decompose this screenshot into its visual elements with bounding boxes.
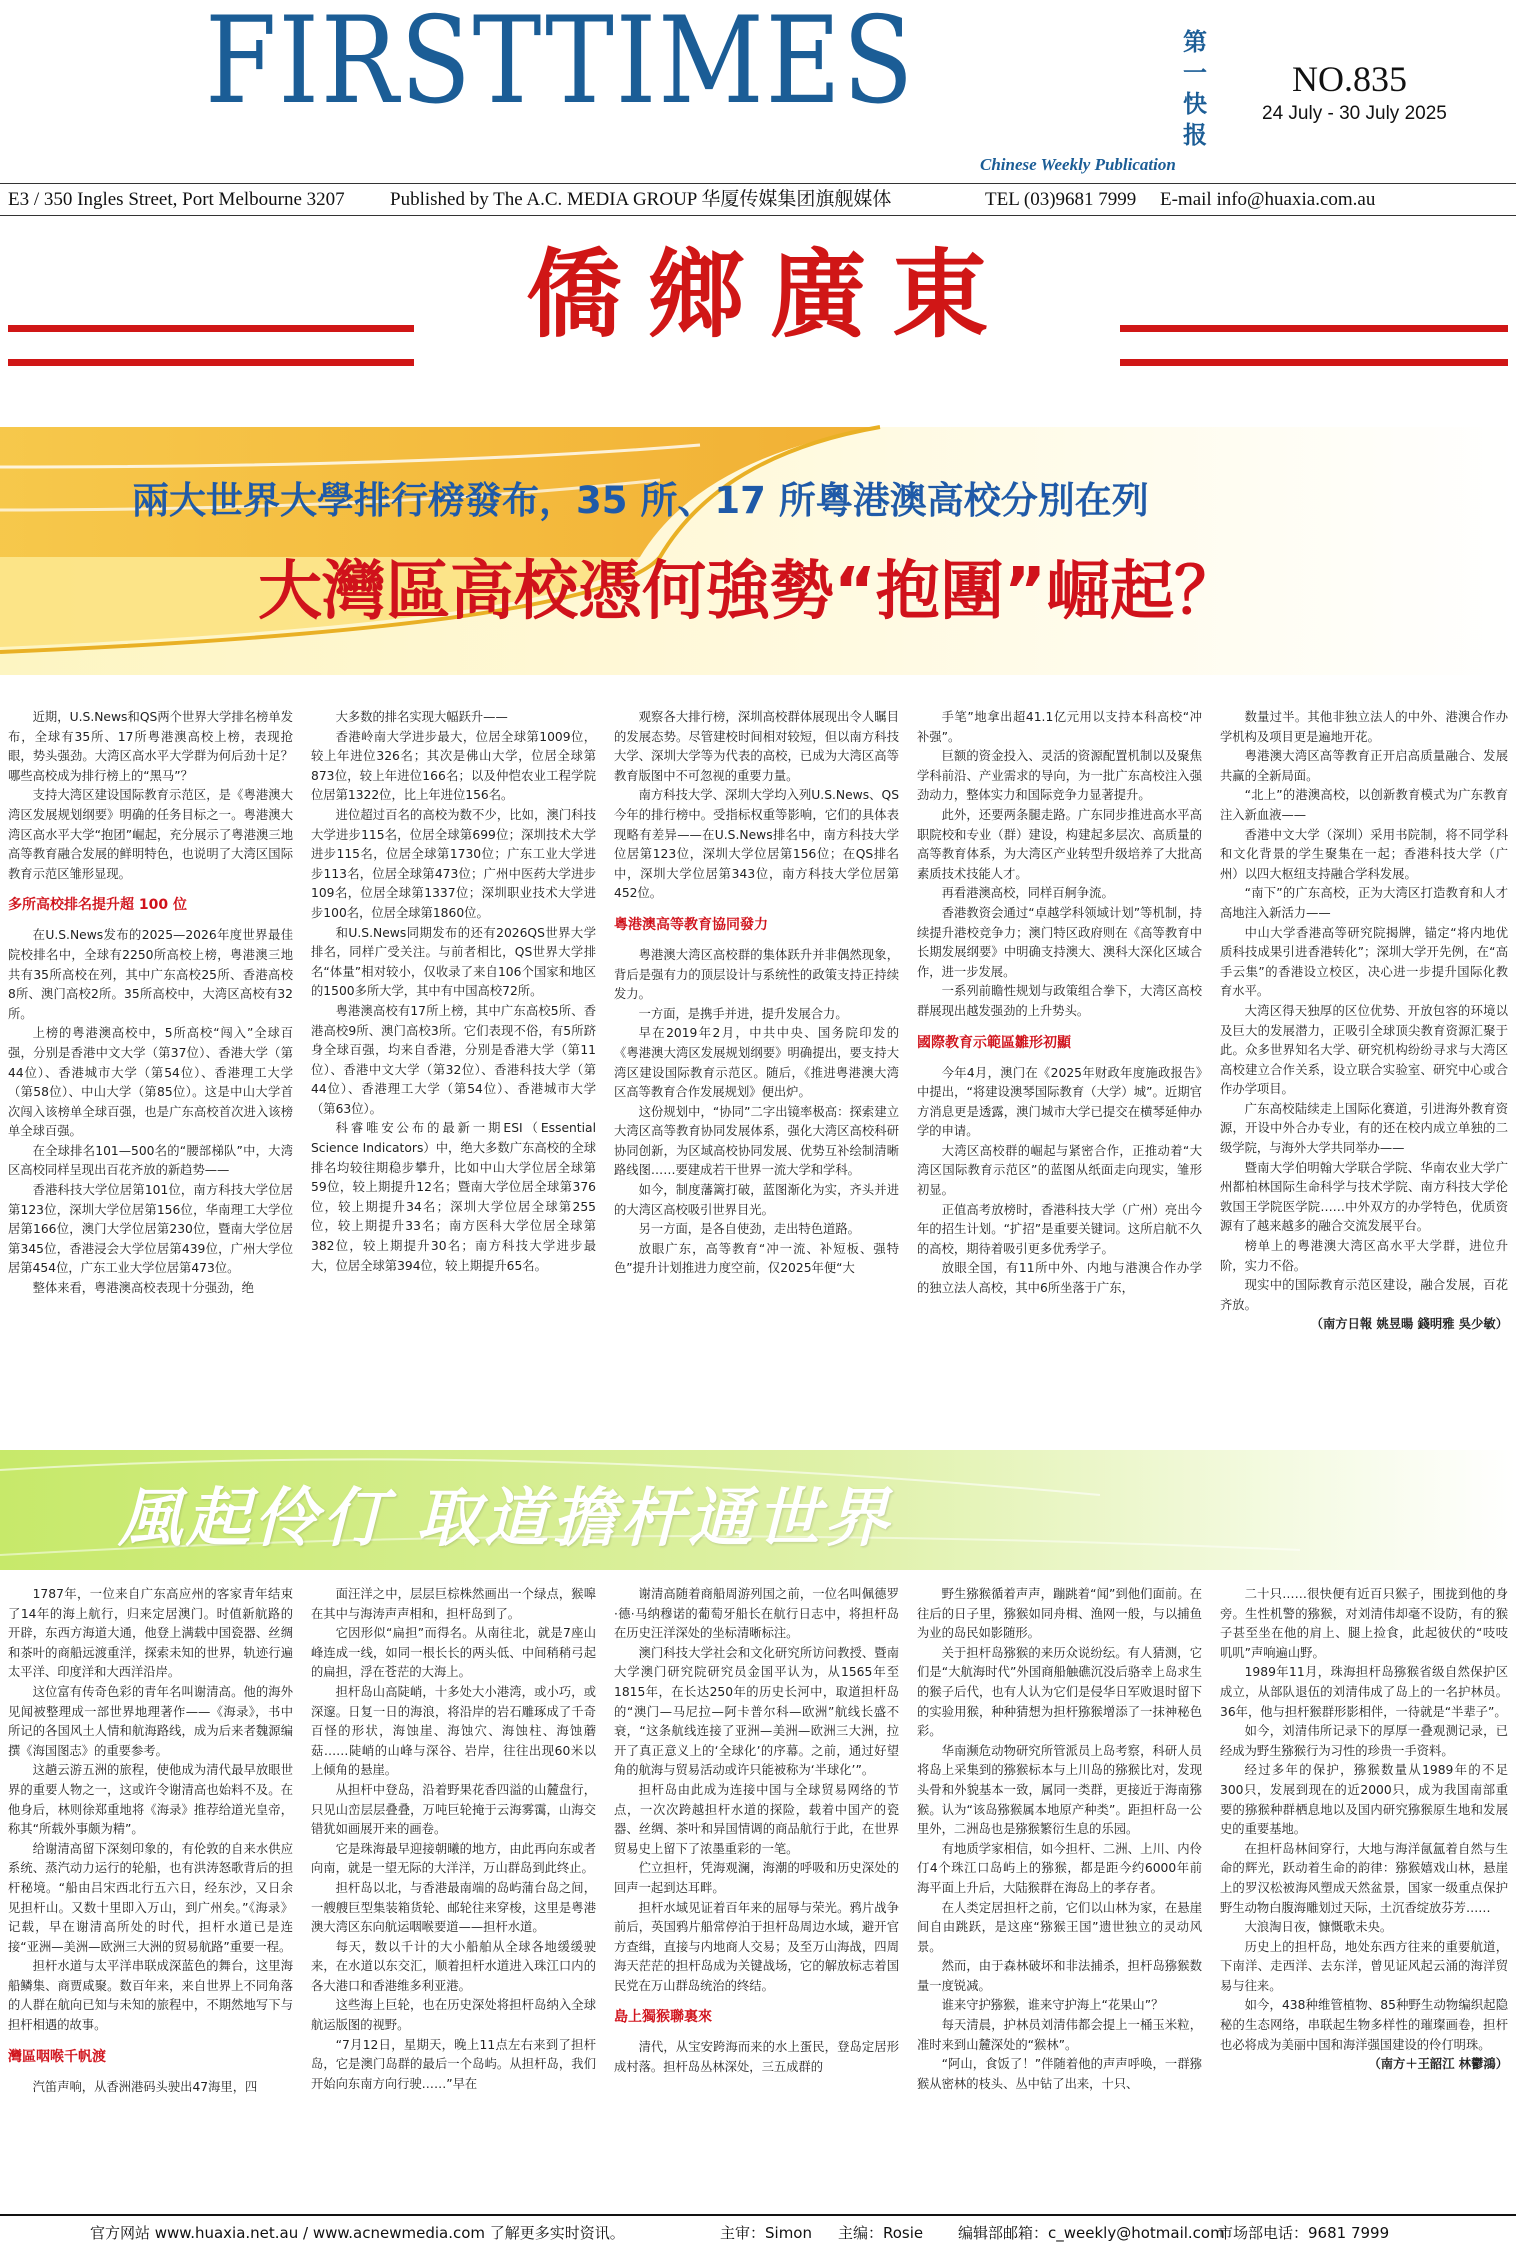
issue-number: NO.835 — [1292, 59, 1407, 99]
masthead — [0, 0, 1516, 180]
paragraph: 汽笛声响，从香洲港码头驶出47海里，四 — [32, 2079, 258, 2094]
paragraph: “阿山，食饭了！”伴随着他的声声呼唤，一群猕猴从密林的枝头、丛中钻了出来，十只、 — [917, 2057, 1202, 2091]
paragraph: 在担杆岛林间穿行，大地与海洋氤氲着自然与生命的辉光，跃动着生命的韵律：猕猴嬉戏山林，悬崖上的罗汉松被海风塑成天然盆景，国家一级重点保护野生动物白腹海雕划过天际，土沉香绽放芬芳…… — [1220, 1841, 1508, 1915]
rule-right-top — [1120, 325, 1508, 332]
paragraph: “北上”的港澳高校，以创新教育模式为广东教育注入新血液—— — [1220, 788, 1508, 822]
section-title: 僑鄉廣東 — [526, 239, 1014, 351]
paragraph: 科睿唯安公布的最新一期ESI（Essential Science Indicators）中，绝大多数广东高校的全球排名均较往期稳步攀升，比如中山大学位居全球第59位，较上期提升12名；暨南大学位居全球第376位，较上期提升34名；深圳大学位居全球第255位，较上期提升33名；南方医科大学位居全球第382位，较上期提升30名；南方科技大学进步最大，位居全球第394位，较上期提升65名。 — [311, 1121, 596, 1273]
paragraph: 粤港澳大湾区高校群的集体跃升并非偶然现象，背后是强有力的顶层设计与系统性的政策支持正持续发力。 — [614, 947, 899, 1002]
paragraph: 早在2019年2月，中共中央、国务院印发的《粤港澳大湾区发展规划纲要》明确提出，要支持大湾区建设国际教育示范区。随后，《推进粤港澳大湾区高等教育合作发展规划》便出炉。 — [614, 1026, 899, 1100]
paragraph: 香港科技大学位居第101位，南方科技大学位居第123位，深圳大学位居第156位，华南理工大学位居第166位，澳门大学位居第230位，暨南大学位居第345位，香港浸会大学位居第439位，广州大学位居第454位，广东工业大学位居第473位。 — [8, 1183, 293, 1276]
paragraph: 然而，由于森林破坏和非法捕杀，担杆岛猕猴数量一度锐减。 — [917, 1959, 1202, 1993]
article1-column-5 — [1220, 708, 1508, 1443]
section-subheading: 國際教育示範區雛形初顯 — [917, 1034, 1071, 1051]
masthead-title: FIRSTTIMES — [205, 0, 916, 131]
paragraph: 榜单上的粤港澳大湾区高水平大学群，进位升阶，实力不俗。 — [1220, 1239, 1508, 1273]
paragraph: “7月12日，星期天，晚上11点左右来到了担杆岛，它是澳门岛群的最后一个岛屿。从担杆岛，我们开始向东南方向行驶……”早在 — [311, 2037, 596, 2091]
paragraph: 大湾区得天独厚的区位优势、开放包容的环境以及巨大的发展潜力，正吸引全球顶尖教育资源汇聚于此。众多世界知名大学、研究机构纷纷寻求与大湾区高校建立合作关系，设立联合实验室、研究中心或合作办学项目。 — [1220, 1003, 1508, 1097]
article1-subheadline: 兩大世界大學排行榜發布，35 所、17 所粵港澳高校分別在列 — [132, 479, 1149, 522]
paragraph: 中山大学香港高等研究院揭牌，锚定“将内地优质科技成果引进香港转化”；深圳大学开先例，在“高手云集”的香港设立校区，决心进一步提升国际化教育水平。 — [1220, 925, 1508, 999]
paragraph: 暨南大学伯明翰大学联合学院、华南农业大学广州都柏林国际生命科学与技术学院、南方科技大学伦敦国王学院医学院……中外双方的办学特色，优质资源有了越来越多的融合交流发展平台。 — [1220, 1160, 1508, 1234]
address: E3 / 350 Ingles Street, Port Melbourne 3207 — [8, 189, 345, 210]
footer-website[interactable]: 官方网站 www.huaxia.net.au / www.acnewmedia.com 了解更多实时资讯。 — [90, 2224, 625, 2242]
paragraph: 南方科技大学、深圳大学均入列U.S.News、QS今年的排行榜中。受指标权重等影响，它们的具体表现略有差异——在U.S.News排名中，南方科技大学位居第123位，深圳大学位居第156位；在QS排名中，深圳大学位居第343位，南方科技大学位居第452位。 — [614, 788, 899, 901]
paragraph: 粤港澳大湾区高等教育正开启高质量融合、发展共赢的全新局面。 — [1220, 749, 1508, 783]
paragraph: 近期，U.S.News和QS两个世界大学排名榜单发布，全球有35所、17所粤港澳高校上榜，表现抢眼，势头强劲。大湾区高水平大学群为何后劲十足？哪些高校成为排行榜上的“黑马”？ — [8, 710, 293, 783]
article2-column-3 — [614, 1585, 899, 2210]
paragraph: 一方面，是携手并进，提升发展合力。 — [638, 1006, 848, 1021]
article2-column-4 — [917, 1585, 1202, 2210]
publisher-info-bar — [0, 183, 1516, 216]
article2-headline: 風起伶仃 取道擔杆通世界 — [118, 1482, 893, 1556]
paragraph: 担杆水域见证着百年来的屈辱与荣光。鸦片战争前后，英国鸦片船常停泊于担杆岛周边水域，避开官方查缉，直接与内地商人交易；及至万山海战，四周海天茫茫的担杆岛成为关键战场，它的解放标志着国民党在万山群岛统治的终结。 — [614, 1900, 899, 1993]
email[interactable]: E-mail info@huaxia.com.au — [1160, 189, 1376, 210]
paragraph: 二十只……很快便有近百只猴子，围拢到他的身旁。生性机警的猕猴，对刘清伟却毫不设防，有的猴子甚至坐在他的肩上、腿上捡食，此起彼伏的“吱吱叽叽”声响遍山野。 — [1220, 1587, 1508, 1660]
section-subheading: 多所高校排名提升超 100 位 — [8, 897, 187, 914]
paragraph: 香港中文大学（深圳）采用书院制，将不同学科和文化背景的学生聚集在一起；香港科技大学（广州）以四大枢纽支持融合学科发展。 — [1220, 827, 1508, 881]
masthead-side-logo: 第一快报 — [1183, 27, 1207, 149]
section-subheading: 灣區咽喉千帆渡 — [8, 2048, 106, 2065]
paragraph: 给谢清高留下深刻印象的，有伦敦的自来水供应系统、蒸汽动力运行的轮船，也有洪涛怒歌背后的担杆秘境。“船由吕宋西北行五六日，经东沙，又日余见担杆山。又数十里即入万山，到广州矣。”《海录》记载，早在谢清高所处的时代，担杆水道已是连接“亚洲—美洲—欧洲三大洲的贸易航路”重要一程。 — [8, 1841, 293, 1954]
paragraph: 上榜的粤港澳高校中，5所高校“闯入”全球百强，分别是香港中文大学（第37位）、香港大学（第44位）、香港城市大学（第54位）、香港理工大学（第58位）、中山大学（第85位）。这是中山大学首次闯入该榜单全球百强，也是广东高校首次进入该榜单全球百强。 — [8, 1026, 293, 1139]
paragraph: 手笔”地拿出超41.1亿元用以支持本科高校“冲补强”。 — [917, 710, 1202, 744]
paragraph: 每天，数以千计的大小船舶从全球各地缓缓驶来，在水道以东交汇，顺着担杆水道进入珠江口内的各大港口和香港维多利亚港。 — [311, 1939, 596, 1993]
paragraph: 澳门科技大学社会和文化研究所访问教授、暨南大学澳门研究院研究员金国平认为，从1565年至1815年，在长达250年的历史长河中，取道担杆岛的“澳门—马尼拉—阿卡普尔科—欧洲”航线长盛不衰，“这条航线连接了亚洲—美洲—欧洲三大洲，拉开了真正意义上的‘全球化’的序幕。之前，通过好望角的航海与贸易活动或许只能被称为‘半球化’”。 — [614, 1645, 899, 1778]
paragraph: 担杆岛山高陡峭，十多处大小港湾，或小巧，或深邃。日复一日的海浪，将沿岸的岩石雕琢成了千奇百怪的形状，海蚀崖、海蚀穴、海蚀柱、海蚀蘑菇……陡峭的山峰与深谷、岩岸，往往出现60米以上倾角的悬崖。 — [311, 1684, 596, 1778]
section-subheading: 粵港澳高等教育協同發力 — [614, 916, 768, 933]
paragraph: 伫立担杆，凭海观澜，海潮的呼吸和历史深处的回声一起到达耳畔。 — [614, 1861, 899, 1895]
paragraph: 此外，还要两条腿走路。广东同步推进高水平高职院校和专业（群）建设，构建起多层次、高质量的高等教育体系，为大湾区产业转型升级培养了大批高素质技术技能人才。 — [917, 807, 1202, 881]
paragraph: 担杆岛以北，与香港最南端的岛屿蒲台岛之间，一艘艘巨型集装箱货轮、邮轮往来穿梭，这里是粤港澳大湾区东向航运咽喉要道——担杆水道。 — [311, 1880, 596, 1935]
footer-chief-editor: 主审：Simon — [720, 2224, 812, 2242]
rule-right-bottom — [1120, 359, 1508, 366]
paragraph: 粤港澳高校有17所上榜，其中广东高校5所、香港高校9所、澳门高校3所。它们表现不俗，有5所跻身全球百强，均来自香港，分别是香港大学（第11位）、香港中文大学（第32位）、香港科技大学（第44位）、香港理工大学（第54位）、香港城市大学（第63位）。 — [311, 1003, 596, 1116]
paragraph: 面汪洋之中，层层巨棕株然画出一个绿点，猴嗥在其中与海涛声声相和，担杆岛到了。 — [311, 1587, 596, 1621]
article1-column-3 — [614, 708, 899, 1443]
byline: （南方＋王韶江 林鬱鴻） — [1368, 2057, 1508, 2072]
paragraph: 关于担杆岛猕猴的来历众说纷纭。有人猜测，它们是“大航海时代”外国商船触礁沉没后骆幸上岛求生的猴子后代，也有人认为它们是侵华日军败退时留下的实验用猴，种种猜想为担杆猕猴增添了一抹神秘色彩。 — [917, 1645, 1202, 1739]
paragraph: 数量过半。其他非独立法人的中外、港澳合作办学机构及项目更是遍地开花。 — [1220, 710, 1508, 744]
paragraph: 广东高校陆续走上国际化赛道，引进海外教育资源，开设中外合办专业，有的还在校内成立单独的二级学院，与海外大学共同举办—— — [1220, 1101, 1508, 1156]
paragraph: 香港教资会通过“卓越学科领域计划”等机制，持续提升港校竞争力；澳门特区政府则在《高等教育中长期发展纲要》中明确支持澳大、澳科大深化区域合作，进一步发展。 — [917, 905, 1202, 979]
paragraph: 放眼全国，有11所中外、内地与港澳合作办学的独立法人高校，其中6所坐落于广东， — [917, 1261, 1202, 1296]
footer-phone: 市场部电话：9681 7999 — [1218, 2224, 1390, 2242]
paragraph: 和U.S.News同期发布的还有2026QS世界大学排名，同样广受关注。与前者相比，QS世界大学排名“体量”相对较小，仅收录了来自106个国家和地区的1500多所大学，其中有中国高校72所。 — [311, 925, 596, 999]
paragraph: 支持大湾区建设国际教育示范区，是《粤港澳大湾区发展规划纲要》明确的任务目标之一。粤港澳大湾区高水平大学“抱团”崛起，充分展示了粤港澳三地高等教育融合发展的鲜明特色，也说明了大湾区国际教育示范区雏形显现。 — [8, 788, 293, 881]
paragraph: 如今，438种维管植物、85种野生动物编织起隐秘的生态网络，串联起生物多样性的璀璨画卷，担杆也必将成为美丽中国和海洋强国建设的伶仃明珠。 — [1220, 1998, 1508, 2052]
paragraph: 1787年，一位来自广东高应州的客家青年结束了14年的海上航行，归来定居澳门。时值新航路的开辟，东西方海道大通，他登上满载中国瓷器、丝绸和茶叶的商船远渡重洋，探索未知的世界，轨迹行遍太平洋、印度洋和大西洋沿岸。 — [8, 1587, 293, 1680]
paragraph: 在人类定居担杆之前，它们以山林为家，在悬崖间自由跳跃，是这座“猕猴王国”遗世独立的灵动风景。 — [917, 1900, 1202, 1954]
paragraph: 每天清晨，护林员刘清伟都会提上一桶玉米粒，准时来到山麓深处的“猴林”。 — [917, 2018, 1202, 2052]
rule-left-bottom — [8, 359, 414, 366]
paragraph: 在全球排名101—500名的“腰部梯队”中，大湾区高校同样呈现出百花齐放的新趋势—— — [8, 1143, 293, 1178]
article1-column-1 — [8, 708, 293, 1443]
paragraph: 大多数的排名实现大幅跃升—— — [335, 710, 508, 724]
article2-column-5 — [1220, 1585, 1508, 2210]
paragraph: 它是珠海最早迎接朝曦的地方，由此再向东或者向南，就是一望无际的大洋洋，万山群岛到此终止。 — [311, 1841, 596, 1876]
paragraph: 观察各大排行榜，深圳高校群体展现出令人瞩目的发展态势。尽管建校时间相对较短，但以南方科技大学、深圳大学等为代表的高校，已成为大湾区高等教育版图中不可忽视的重要力量。 — [614, 710, 899, 783]
paragraph: 再看港澳高校，同样百舸争流。 — [941, 886, 1114, 901]
paragraph: 这位富有传奇色彩的青年名叫谢清高。他的海外见闻被整理成一部世界地理著作——《海录》，书中所记的各国风土人情和航海路线，成为后来者魏源编撰《海国图志》的重要参考。 — [8, 1684, 293, 1758]
paragraph: 谁来守护猕猴，谁来守护海上“花果山”？ — [941, 1998, 1164, 2013]
paragraph: 清代，从宝安跨海而来的水上蛋民，登岛定居形成村落。担杆岛丛林深处，三五成群的 — [614, 2040, 899, 2075]
paragraph: 历史上的担杆岛，地处东西方往来的重要航道，下南洋、走西洋、去东洋，曾见证风起云涌的海洋贸易与往来。 — [1220, 1939, 1508, 1993]
paragraph: 巨额的资金投入、灵活的资源配置机制以及聚焦学科前沿、产业需求的导向，为一批广东高校注入强劲动力，整体实力和国际竞争力显著提升。 — [917, 749, 1202, 803]
footer-editor: 主编：Rosie — [838, 2224, 924, 2242]
paragraph: 如今，制度藩篱打破，蓝图渐化为实，齐头并进的大湾区高校吸引世界目光。 — [614, 1183, 899, 1217]
article1-column-2 — [311, 708, 596, 1443]
footer — [0, 2214, 1516, 2252]
publisher: Published by The A.C. MEDIA GROUP 华厦传媒集团旗舰媒体 — [390, 189, 892, 210]
paragraph: 这趟云游五洲的旅程，使他成为清代最早放眼世界的重要人物之一，这或许令谢清高也始料不及。在他身后，林则徐郑重地将《海录》推荐给道光皇帝，称其“所载外事颇为精”。 — [8, 1763, 293, 1837]
paragraph: 另一方面，是各自使劲，走出特色道路。 — [638, 1222, 860, 1237]
section-subheading: 島上獨猴聯裏來 — [614, 2009, 712, 2026]
paragraph: 现实中的国际教育示范区建设，融合发展，百花齐放。 — [1220, 1278, 1508, 1312]
paragraph: 它因形似“扁担”而得名。从南往北，就是7座山峰连成一线，如同一根长长的两头低、中间稍稍弓起的扁担，浮在苍茫的大海上。 — [311, 1626, 596, 1680]
paragraph: 这些海上巨轮，也在历史深处将担杆岛纳入全球航运版图的视野。 — [311, 1998, 596, 2033]
masthead-subtitle: Chinese Weekly Publication — [980, 155, 1176, 174]
paragraph: 今年4月，澳门在《2025年财政年度施政报告》中提出，“将建设澳琴国际教育（大学）城”。近期官方消息更是透露，澳门城市大学已提交在横琴延伸办学的申请。 — [917, 1065, 1202, 1139]
paragraph: 这份规划中，“协同”二字出镜率极高：探索建立大湾区高等教育协同发展体系，强化大湾区高校科研协同创新，为区域高校协同发展、优势互补绘制清晰路线图……要建成若干世界一流大学和学科。 — [614, 1104, 899, 1178]
article2-column-2 — [311, 1585, 596, 2210]
paragraph: 野生猕猴循着声声，蹦跳着“闻”到他们面前。在往后的日子里，猕猴如同舟楫、渔网一般，与以捕鱼为业的岛民如影随形。 — [917, 1587, 1202, 1641]
paragraph: 1989年11月，珠海担杆岛猕猴省级自然保护区成立，从部队退伍的刘清伟成了岛上的一名护林员。36年，他与担杆猴群形影相伴，一待就是“半辈子”。 — [1220, 1665, 1508, 1719]
paragraph: 经过多年的保护，猕猴数量从1989年的不足300只，发展到现在的近2000只，成为我国南部重要的猕猴种群栖息地以及国内研究猕猴原生地和发展史的重要基地。 — [1220, 1763, 1508, 1837]
rule-left-top — [8, 325, 414, 332]
article1-column-4 — [917, 708, 1202, 1443]
footer-email[interactable]: 编辑部邮箱：c_weekly@hotmail.com — [958, 2224, 1225, 2242]
article1-headline: 大灣區高校憑何強勢“抱團”崛起？ — [258, 555, 1239, 629]
paragraph: 谢清高随着商船周游列国之前，一位名叫佩德罗·德·马纳穆诺的葡萄牙船长在航行日志中，将担杆岛在历史汪洋深处的坐标清晰标注。 — [614, 1587, 899, 1641]
paragraph: 整体来看，粤港澳高校表现十分强劲，绝 — [32, 1281, 254, 1296]
paragraph: 放眼广东，高等教育“冲一流、补短板、强特色”提升计划推进力度空前，仅2025年便“大 — [614, 1241, 899, 1276]
paragraph: 从担杆中登岛，沿着野果花香四溢的山麓盘行，只见山峦层层叠叠，万吨巨轮掩于云海雾霭，山海交错犹如画展开来的画卷。 — [311, 1782, 596, 1837]
paragraph: 有地质学家相信，如今担杆、二洲、上川、内伶仃4个珠江口岛屿上的猕猴，都是距今约6000年前海平面上升后，大陆猴群在海岛上的孝存者。 — [917, 1841, 1202, 1895]
paragraph: 担杆水道与太平洋串联成深蓝色的舞台，这里海船鳞集、商贾咸聚。数百年来，来自世界上不同角落的人群在航向已知与未知的旅程中，不期然地写下与担杆相遇的故事。 — [8, 1959, 293, 2033]
paragraph: 大湾区高校群的崛起与紧密合作，正推动着“大湾区国际教育示范区”的蓝图从纸面走向现实，雏形初显。 — [917, 1143, 1202, 1198]
paragraph: “南下”的广东高校，正为大湾区打造教育和人才高地注入新活力—— — [1220, 886, 1508, 920]
paragraph: 在U.S.News发布的2025—2026年度世界最佳院校排名中，全球有2250所高校上榜，粤港澳三地共有35所高校在列，其中广东高校25所、香港高校8所、澳门高校2所。35所高校中，大湾区高校有32所。 — [8, 928, 293, 1021]
article2-column-1 — [8, 1585, 293, 2210]
paragraph: 担杆岛由此成为连接中国与全球贸易网络的节点，一次次跨越担杆水道的探险，载着中国产的瓷器、丝绸、茶叶和异国情调的商品航行于此，在世界贸易史上留下了浓墨重彩的一笔。 — [614, 1782, 899, 1856]
paragraph: 香港岭南大学进步最大，位居全球第1009位，较上年进位326名；其次是佛山大学，位居全球第873位，较上年进位166名；以及仲恺农业工程学院位居第1322位，比上年进位156名。 — [311, 729, 596, 803]
paragraph: 如今，刘清伟所记录下的厚厚一叠观测记录，已经成为野生猕猴行为习性的珍贵一手资料。 — [1220, 1724, 1508, 1758]
byline: （南方日報 姚昱暘 錢明雅 吳少敏） — [1310, 1317, 1508, 1332]
paragraph: 华南濒危动物研究所管派员上岛考察，科研人员将岛上采集到的猕猴标本与上川岛的猕猴比对，发现头骨和外貌基本一致，属同一类群，更接近于海南猕猴。认为“该岛猕猴属本地原产种类”。距担杆岛一公里外，二洲岛也是猕猴繁衍生息的乐园。 — [917, 1743, 1202, 1837]
telephone: TEL (03)9681 7999 — [985, 189, 1137, 210]
paragraph: 大浪淘日夜，慷慨歌未央。 — [1244, 1920, 1393, 1935]
issue-date: 24 July - 30 July 2025 — [1262, 103, 1447, 124]
paragraph: 正值高考放榜时，香港科技大学（广州）亮出今年的招生计划。“扩招”是重要关键词。这所启航不久的高校，期待着吸引更多优秀学子。 — [917, 1202, 1202, 1256]
paragraph: 进位超过百名的高校为数不少，比如，澳门科技大学进步115名，位居全球第699位；深圳技术大学进步115名，位居全球第1730位；广东工业大学进步113名，位居全球第473位；广州中医药大学进步109名，位居全球第1337位；深圳职业技术大学进步100名，位居全球第1860位。 — [311, 807, 596, 920]
paragraph: 一系列前瞻性规划与政策组合拳下，大湾区高校群展现出越发强劲的上升势头。 — [917, 984, 1202, 1018]
